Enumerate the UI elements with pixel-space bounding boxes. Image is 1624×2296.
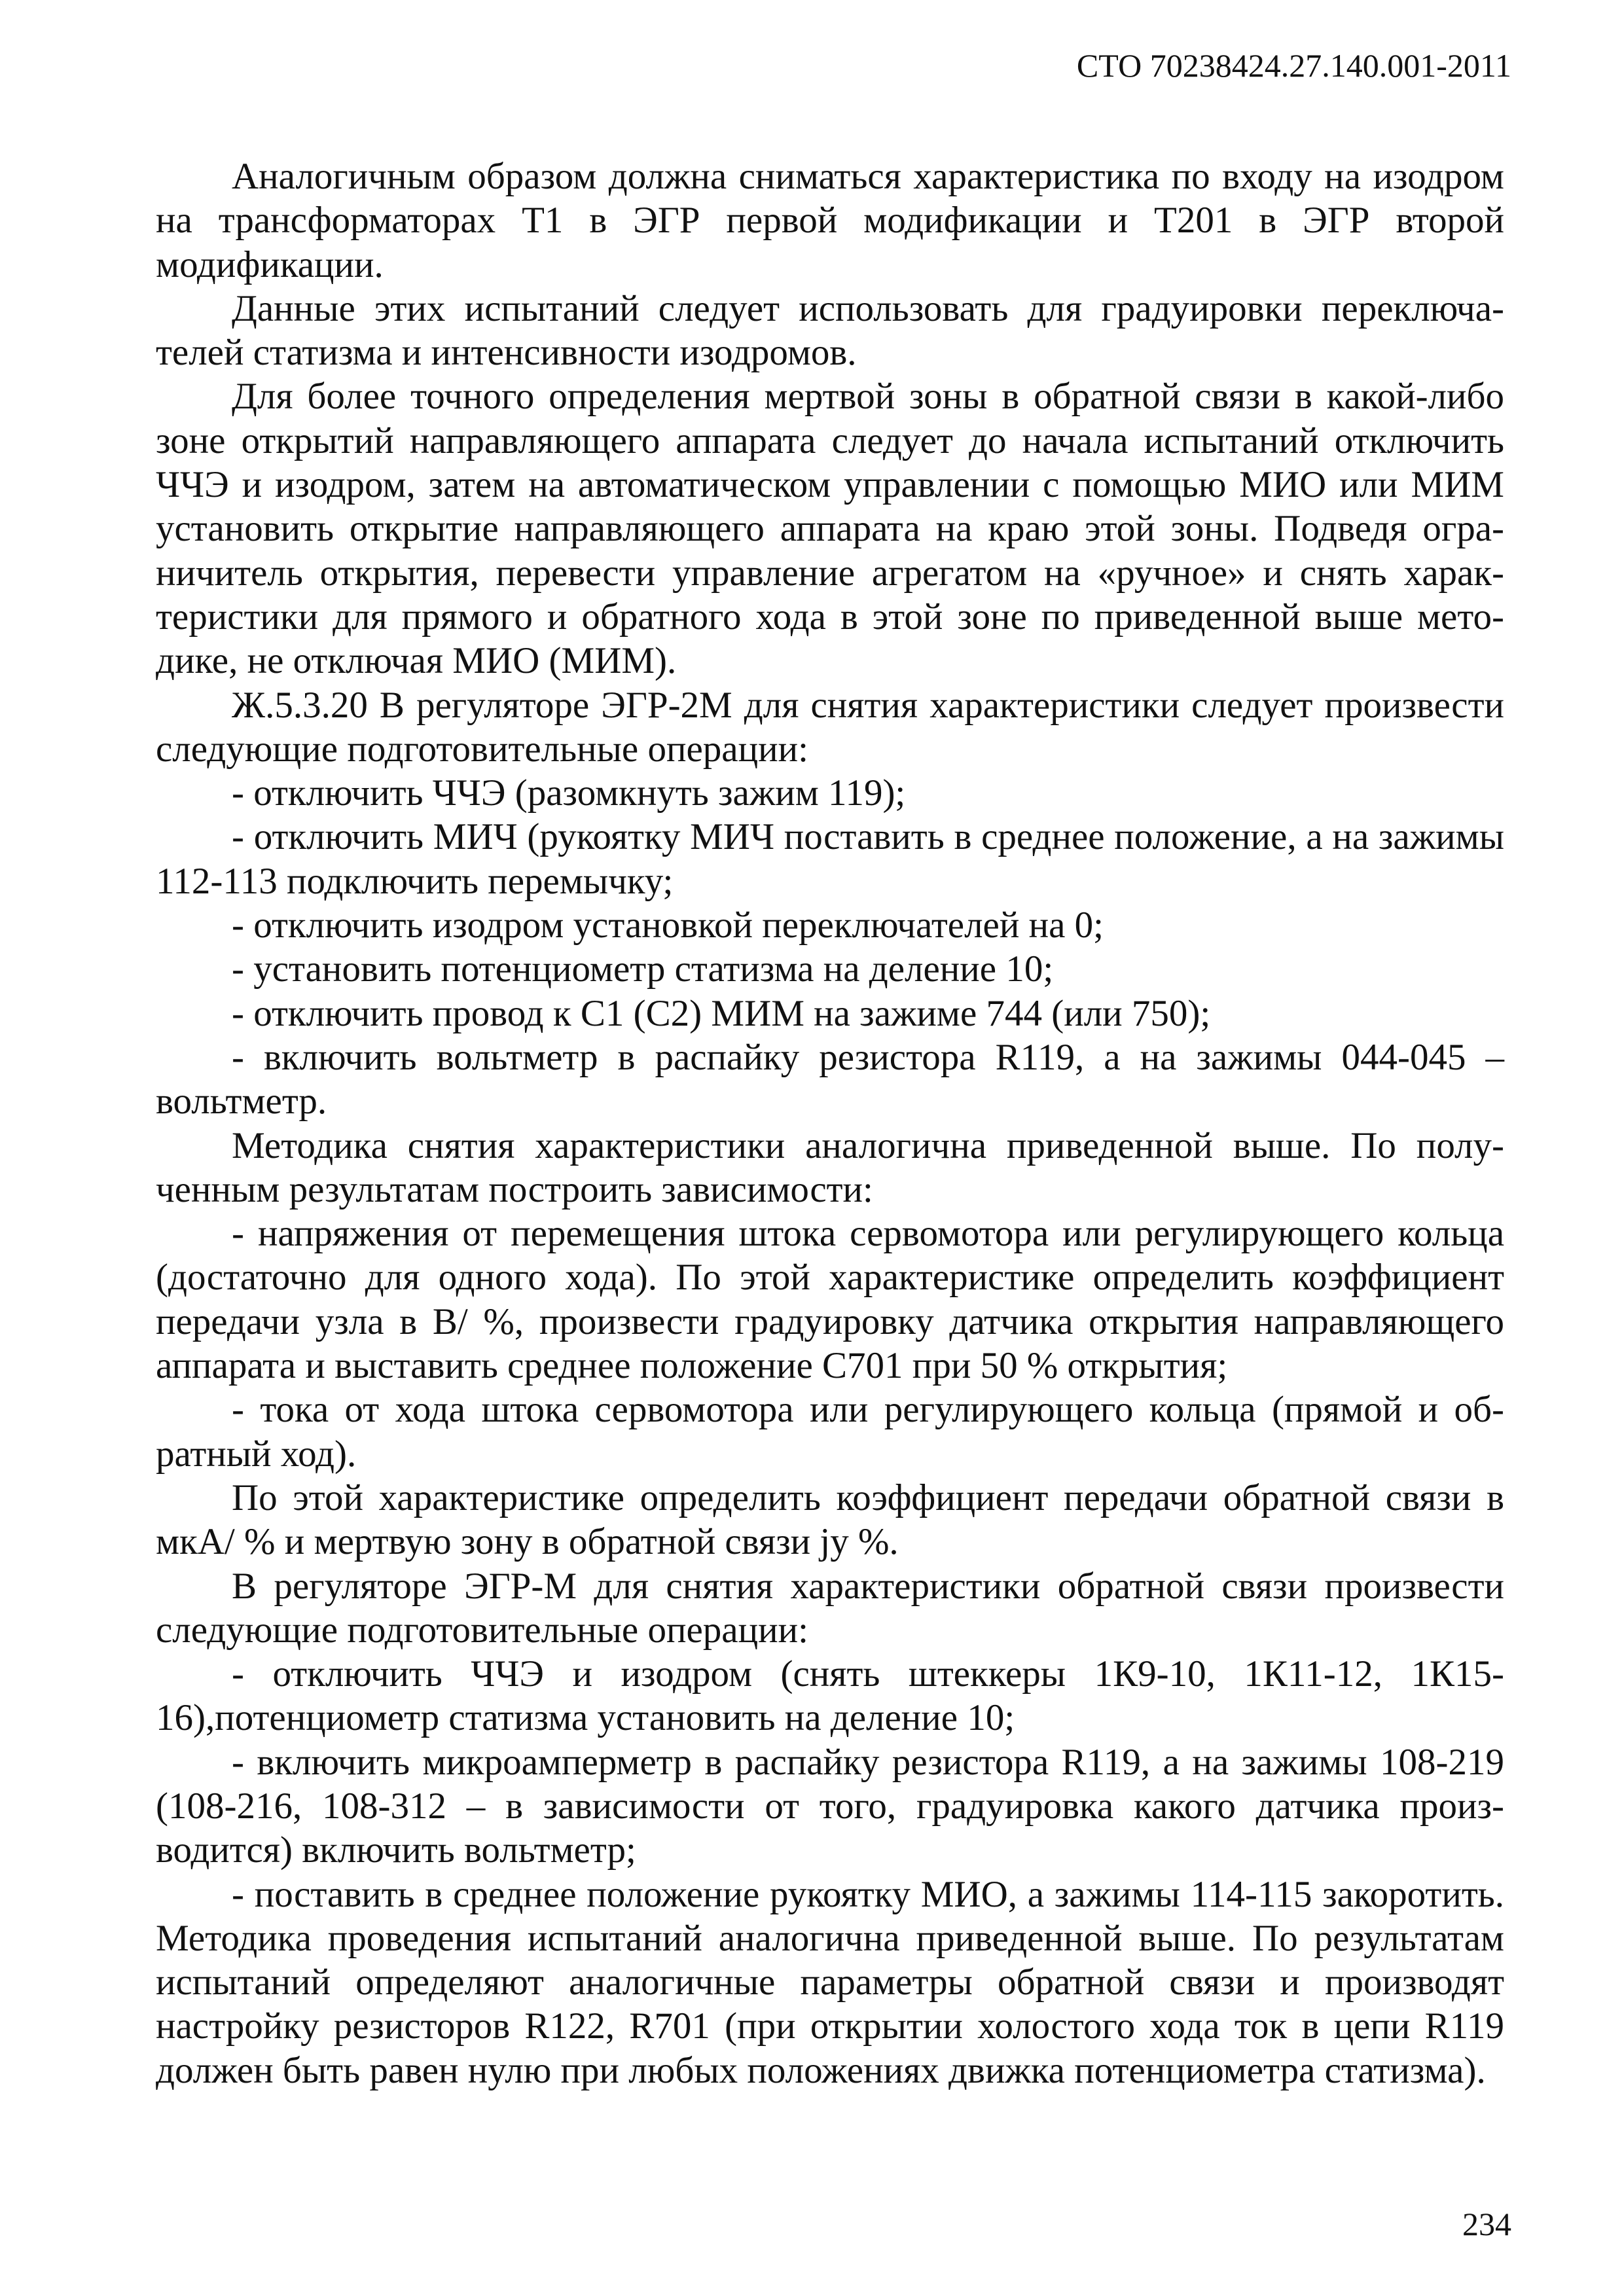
list-item: - отключить провод к С1 (С2) МИМ на зажиме 744 (или 750); xyxy=(232,992,1211,1034)
list-item: - напряжения от перемещения штока сервомотора или регулирующего кольца (достаточно для одного хода). По этой характеристике определить коэффициент передачи узла в В/ %, произвести градуировку датчика открытия направляющего аппарата и выставить среднее положение С701 при 50 % открытия; xyxy=(156,1213,1504,1387)
list-item: - отключить МИЧ (рукоятку МИЧ поставить в среднее положение, а на зажимы 112-113 подключить перемычку; xyxy=(156,816,1504,902)
document-code: СТО 70238424.27.140.001-2011 xyxy=(1076,47,1511,84)
list-item: - отключить изодром установкой переключателей на 0; xyxy=(232,905,1104,946)
list-item: - тока от хода штока сервомотора или регулирующего кольца (прямой и обратный ход). xyxy=(156,1389,1504,1475)
paragraph: Данные этих испытаний следует использовать для градуировки переключателей статизма и интенсивности изодромов. xyxy=(156,287,1504,374)
paragraph: Методика снятия характеристики аналогична приведенной выше. По полученным результатам построить зависимости: xyxy=(156,1124,1504,1210)
paragraph: Аналогичным образом должна сниматься характеристика по входу на изодром на трансформаторах Т1 в ЭГР первой модификации и Т201 в ЭГР второй модификации. xyxy=(156,156,1504,285)
list-item: - включить микроамперметр в распайку резистора R119, а на зажимы 108-219 (108-216, 108-312 – в зависимости от того, градуировка какого датчика производится) включить вольтметр; xyxy=(156,1741,1504,1871)
list-item: - отключить ЧЧЭ (разомкнуть зажим 119); xyxy=(232,772,906,814)
paragraph: Для более точного определения мертвой зоны в обратной связи в какой-либо зоне открытий направляющего аппарата следует до начала испытаний отключить ЧЧЭ и изодром, затем на автоматическом управлении с помощью МИО или МИМ установить открытие направляющего аппарата на краю этой зоны. Подведя ограничитель открытия, перевести управление агрегатом на «ручное» и снять характеристики для прямого и обратного хода в этой зоне по приведенной выше методике, не отключая МИО (МИМ). xyxy=(156,376,1504,682)
document-body xyxy=(156,154,1504,2092)
list-item: - включить вольтметр в распайку резистора R119, а на зажимы 044-045 – вольтметр. xyxy=(156,1036,1504,1122)
paragraph: По этой характеристике определить коэффициент передачи обратной связи в мкА/ % и мертвую зону в обратной связи jу %. xyxy=(156,1477,1504,1563)
list-item: - установить потенциометр статизма на деление 10; xyxy=(232,948,1054,990)
paragraph: В регуляторе ЭГР-М для снятия характеристики обратной связи произвести следующие подготовительные операции: xyxy=(156,1565,1504,1651)
paragraph: Ж.5.3.20 В регуляторе ЭГР-2М для снятия характеристики следует произвести следующие подготовительные операции: xyxy=(156,684,1504,770)
list-item: - отключить ЧЧЭ и изодром (снять штеккеры 1К9-10, 1К11-12, 1К15-16),потенциометр статизма установить на деление 10; xyxy=(156,1653,1504,1739)
page-number: 234 xyxy=(1462,2206,1511,2242)
list-item: - поставить в среднее положение рукоятку МИО, а зажимы 114-115 закоротить. Методика проведения испытаний аналогична приведенной выше. По результатам испытаний определяют аналогичные параметры обратной связи и производят настройку резисторов R122, R701 (при открытии холостого хода ток в цепи R119 должен быть равен нулю при любых положениях движка потенциометра статизма). xyxy=(156,1873,1504,2091)
